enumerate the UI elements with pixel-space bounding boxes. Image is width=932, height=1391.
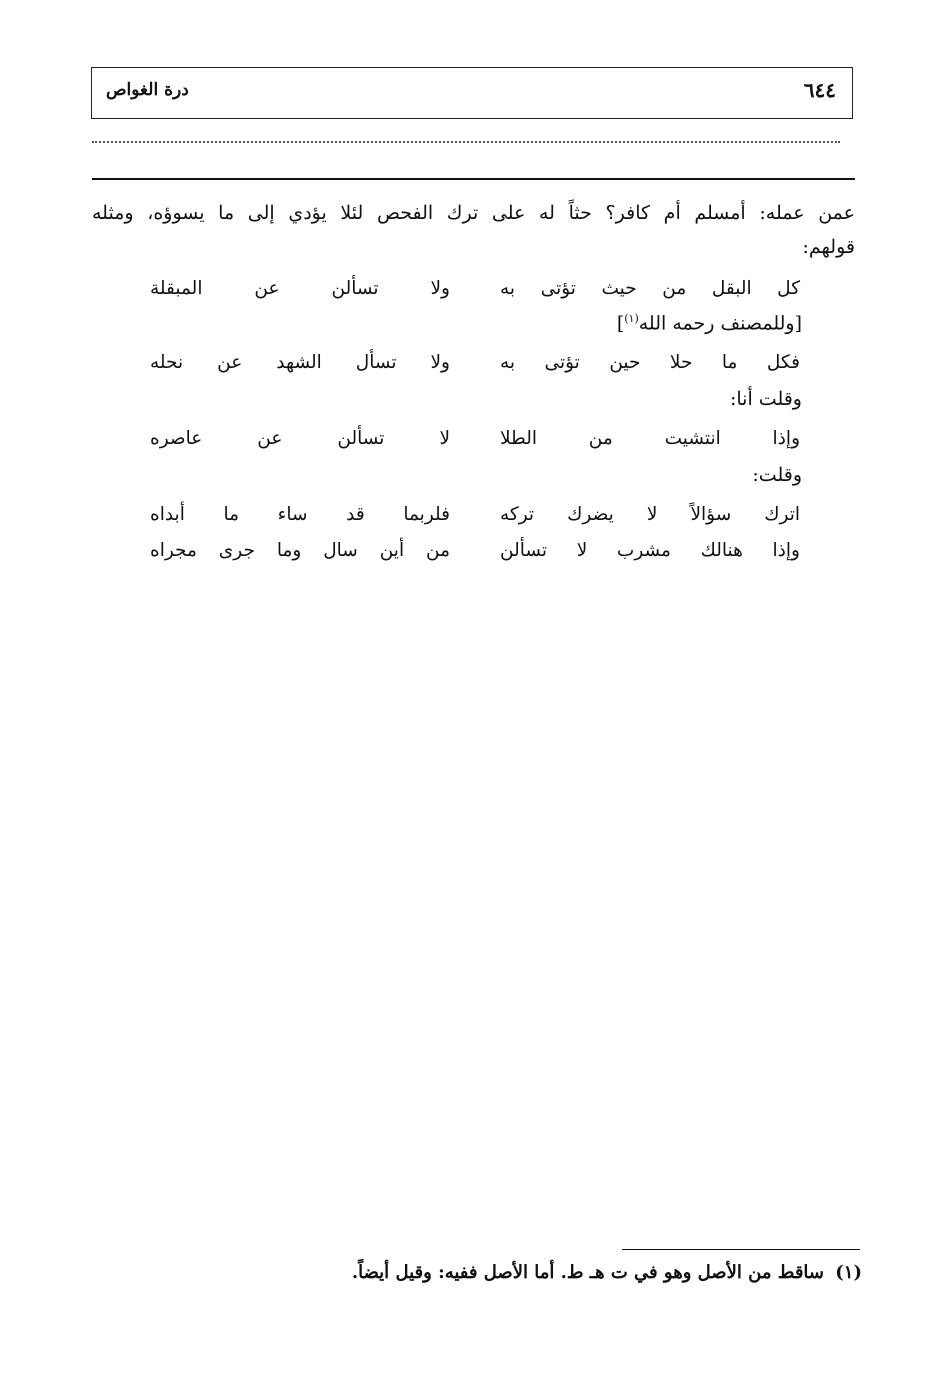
verse-3-first-hemistich: وإذا انتشيت من الطلا [500,428,800,449]
attribution-text: [وللمصنف رحمه الله [638,312,802,335]
running-title: درة الغواص [106,80,189,100]
footnote-number: (١) [835,1262,862,1283]
verse-5-first-hemistich: وإذا هنالك مشرب لا تسألن [500,540,800,561]
verse-3 [150,428,800,458]
verse-4-first-hemistich: اترك سؤالاً لا يضرك تركه [500,504,800,525]
verse-4 [150,504,800,534]
attribution-line [617,312,802,334]
verse-4-second-hemistich: فلربما قد ساء ما أبداه [150,504,450,525]
dotted-divider [92,141,840,143]
verse-3-second-hemistich: لا تسألن عن عاصره [150,428,450,449]
prose-line-1: عمن عمله: أمسلم أم كافر؟ حثاً له على ترك الفحص لئلا يؤدي إلى ما يسوؤه، ومثله [92,202,855,224]
label-wa-qultu-ana: وقلت أنا: [729,388,802,410]
verse-2-first-hemistich: فكل ما حلا حين تؤتى به [500,352,800,373]
attribution-close: ] [616,312,625,335]
prose-line-2: قولهم: [802,236,855,258]
footnote-reference: (١) [624,312,639,325]
verse-2 [150,352,800,382]
label-wa-qultu: وقلت: [752,464,802,486]
page-number: ٦٤٤ [803,78,836,102]
page-header [91,67,853,119]
solid-divider [92,178,855,180]
footnote-text: ساقط من الأصل وهو في ت هـ ط. أما الأصل ففيه: وقيل أيضاً. [351,1262,824,1283]
verse-5 [150,540,800,570]
verse-1-first-hemistich: كل البقل من حيث تؤتى به [500,278,800,299]
verse-1-second-hemistich: ولا تسألن عن المبقلة [150,278,450,299]
footnote-divider [622,1249,860,1250]
verse-5-second-hemistich: من أين سال وما جرى مجراه [150,540,450,561]
verse-1 [150,278,800,308]
verse-2-second-hemistich: ولا تسأل الشهد عن نحله [150,352,450,373]
